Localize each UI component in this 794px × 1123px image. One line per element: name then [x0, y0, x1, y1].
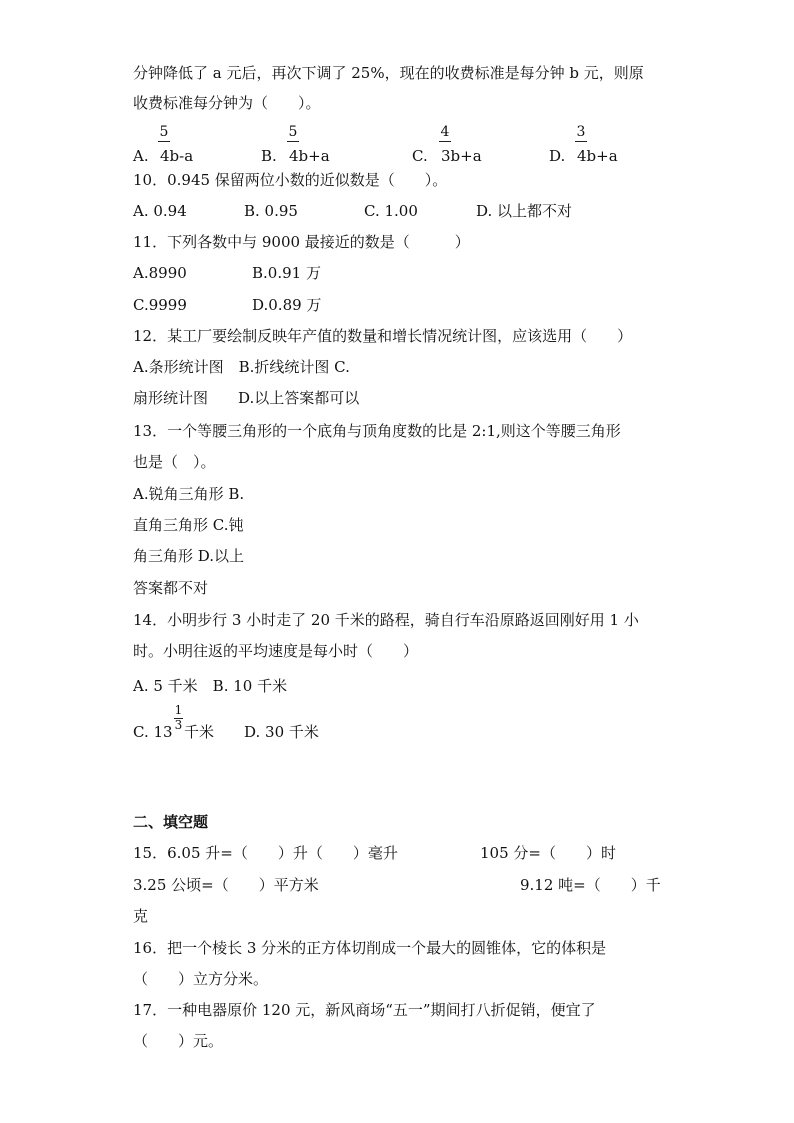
q13-question-line2: 也是（ ）。	[133, 453, 216, 471]
q13-question: 13．一个等腰三角形的一个底角与顶角度数的比是 2:1,则这个等腰三角形	[133, 422, 621, 440]
q17-question: 17．一种电器原价 120 元，新风商场“五一”期间打八折促销，便宜了	[133, 1001, 596, 1019]
q13-options-line1: A.锐角三角形 B.	[133, 485, 245, 503]
fraction-numerator: 5	[288, 124, 298, 140]
fraction-bar	[158, 141, 170, 142]
q14-question-line2: 时。小明往返的平均速度是每小时（ ）	[133, 642, 419, 660]
fraction-numerator: 1	[174, 703, 183, 717]
q15-part-e: 克	[133, 907, 149, 925]
option-letter: B.	[261, 147, 277, 165]
q11-option-b: B.0.91 万	[252, 264, 321, 282]
q10-option-b: B. 0.95	[244, 202, 298, 220]
q13-options-line4: 答案都不对	[133, 579, 209, 597]
fraction-denominator-tail: 4b+a	[289, 147, 330, 165]
q11-question: 11．下列各数中与 9000 最接近的数是（ ）	[133, 233, 470, 251]
q14-question: 14．小明步行 3 小时走了 20 千米的路程，骑自行车沿原路返回刚好用 1 小	[133, 611, 639, 629]
q16-question-line2: （ ）立方分米。	[133, 970, 269, 988]
q15-part-b: 105 分=（ ）时	[480, 844, 616, 862]
q16-question: 16．把一个棱长 3 分米的正方体切削成一个最大的圆锥体，它的体积是	[133, 939, 607, 957]
q11-option-c: C.9999	[133, 296, 187, 314]
q9-text-line2: 收费标准每分钟为（ ）。	[133, 94, 321, 112]
q13-options-line3: 角三角形 D.以上	[133, 547, 245, 565]
q15-part-c: 3.25 公顷=（ ）平方米	[133, 876, 319, 894]
fraction-numerator: 4	[440, 124, 450, 140]
fraction-numerator: 3	[576, 124, 586, 140]
q14-option-d: D. 30 千米	[244, 723, 319, 741]
fraction-denominator-tail: 4b-a	[160, 147, 194, 165]
q11-option-a: A.8990	[133, 264, 187, 282]
q15-part-a: 15．6.05 升=（ ）升（ ）毫升	[133, 844, 398, 862]
unit-text: 千米	[184, 723, 215, 741]
section-heading: 二、填空题	[133, 813, 209, 831]
option-letter: A.	[133, 147, 149, 165]
fraction-numerator: 5	[159, 124, 169, 140]
q9-text-line1: 分钟降低了 a 元后，再次下调了 25%，现在的收费标准是每分钟 b 元，则原	[133, 64, 644, 82]
q10-option-a: A. 0.94	[133, 202, 187, 220]
fraction-bar	[575, 141, 587, 142]
option-letter: D.	[549, 147, 566, 165]
fraction-denominator: 3	[174, 718, 183, 732]
fraction-bar	[287, 141, 299, 142]
mixed-number-whole: C. 13	[133, 723, 173, 741]
q14-options-ab: A. 5 千米 B. 10 千米	[133, 677, 288, 695]
q10-question: 10．0.945 保留两位小数的近似数是（ ）。	[133, 171, 448, 189]
q12-options-line1: A.条形统计图 B.折线统计图 C.	[133, 358, 350, 376]
fraction-denominator-tail: 3b+a	[441, 147, 482, 165]
q11-option-d: D.0.89 万	[252, 296, 322, 314]
fraction-bar	[439, 141, 451, 142]
option-letter: C.	[412, 147, 428, 165]
fraction-denominator-tail: 4b+a	[577, 147, 618, 165]
q12-options-line2: 扇形统计图 D.以上答案都可以	[133, 389, 360, 407]
q13-options-line2: 直角三角形 C.钝	[133, 516, 244, 534]
q10-option-c: C. 1.00	[364, 202, 418, 220]
q12-question: 12．某工厂要绘制反映年产值的数量和增长情况统计图，应该选用（ ）	[133, 327, 633, 345]
q10-option-d: D. 以上都不对	[476, 202, 573, 220]
q17-question-line2: （ ）元。	[133, 1032, 224, 1050]
q15-part-d: 9.12 吨=（ ）千	[520, 876, 661, 894]
